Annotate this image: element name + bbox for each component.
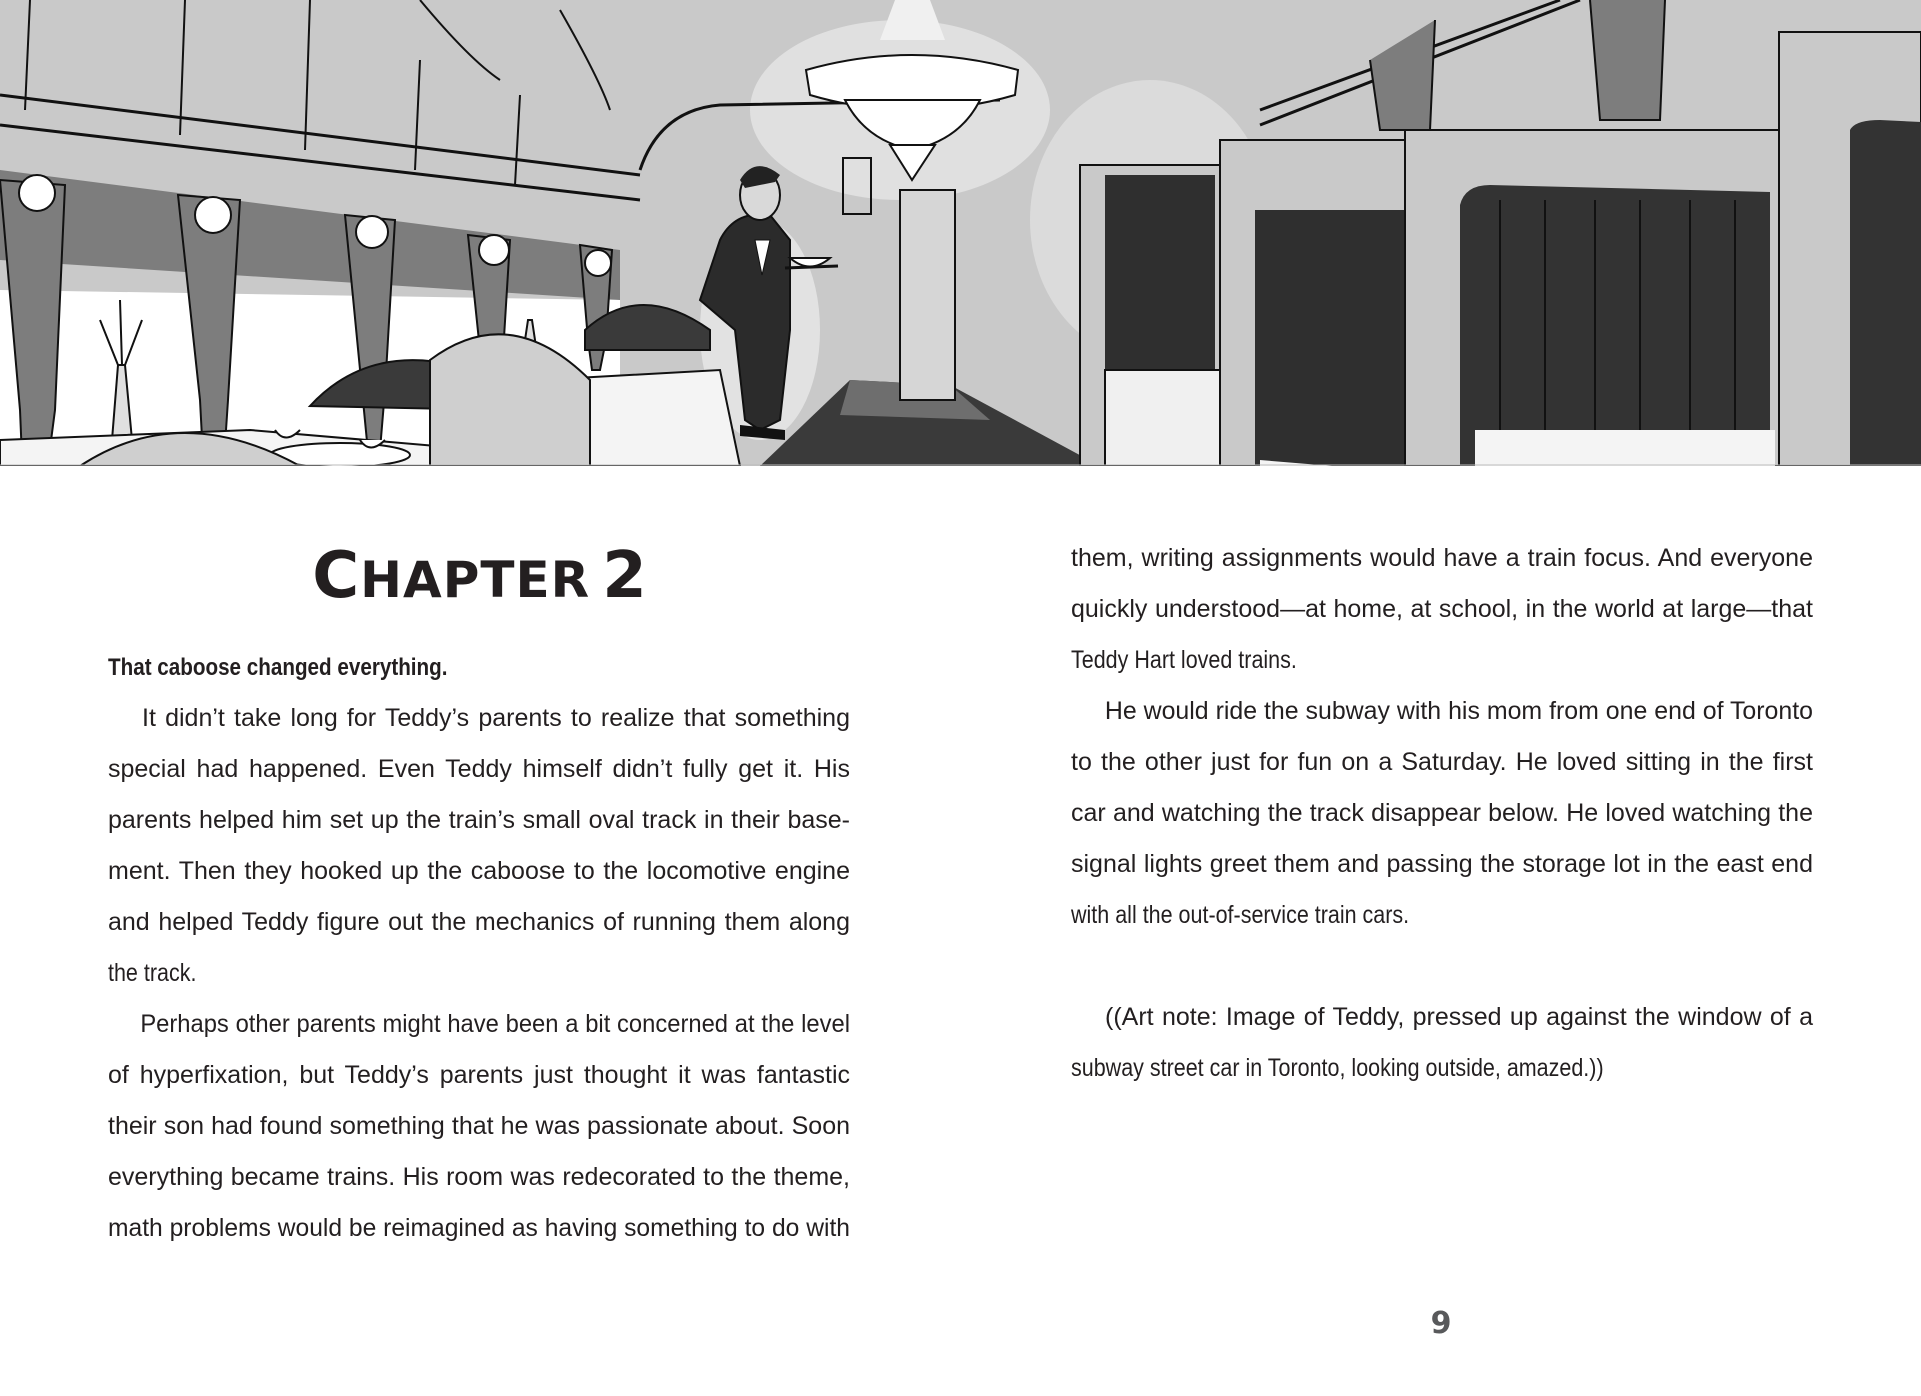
text-line: everything became trains. His room was redecorated to the theme, — [108, 1163, 850, 1191]
text-line: Perhaps other parents might have been a bit concerned at the level — [140, 1010, 850, 1038]
text-line: signal lights greet them and passing the storage lot in the east end — [1071, 850, 1813, 878]
text-line: to the other just for fun on a Saturday. He loved sitting in the first — [1071, 748, 1813, 776]
text-line: math problems would be reimagined as having something to do with — [108, 1214, 850, 1242]
text-line: car and watching the track disappear below. He loved watching the — [1071, 799, 1813, 827]
page-number: 9 — [1430, 1306, 1452, 1341]
text-line: of hyperfixation, but Teddy’s parents just thought it was fantastic — [108, 1061, 850, 1089]
chapter-number: 2 — [602, 539, 648, 614]
text-line: parents helped him set up the train’s small oval track in their base- — [108, 806, 850, 834]
blank-line — [1071, 941, 1813, 992]
left-text-column — [108, 642, 850, 1254]
text-line: Teddy Hart loved trains. — [1071, 646, 1297, 674]
text-line: ment. Then they hooked up the caboose to the locomotive engine — [108, 857, 850, 885]
text-line: special had happened. Even Teddy himself didn’t fully get it. His — [108, 755, 850, 783]
dining-car-illustration-icon — [0, 0, 1921, 466]
text-line: them, writing assignments would have a train focus. And everyone — [1071, 544, 1813, 572]
art-note-line: ((Art note: Image of Teddy, pressed up against the window of a — [1105, 1003, 1813, 1031]
text-line: with all the out-of-service train cars. — [1071, 901, 1410, 929]
chapter-title-initial: C — [312, 539, 361, 614]
art-note-line: subway street car in Toronto, looking outside, amazed.)) — [1071, 1054, 1604, 1082]
text-line: their son had found something that he was passionate about. Soon — [108, 1112, 850, 1140]
text-line: It didn’t take long for Teddy’s parents to realize that something — [142, 704, 850, 732]
chapter-illustration — [0, 0, 1921, 466]
chapter-title — [0, 539, 960, 613]
lead-sentence: That caboose changed everything. — [108, 654, 448, 681]
text-line: He would ride the subway with his mom from one end of Toronto — [1104, 697, 1813, 725]
right-text-column — [1071, 533, 1813, 1094]
text-line: the track. — [108, 959, 197, 987]
chapter-title-word: HAPTER — [360, 551, 591, 610]
text-line: quickly understood—at home, at school, in the world at large—that — [1071, 595, 1813, 623]
text-line: and helped Teddy figure out the mechanics of running them along — [108, 908, 850, 936]
